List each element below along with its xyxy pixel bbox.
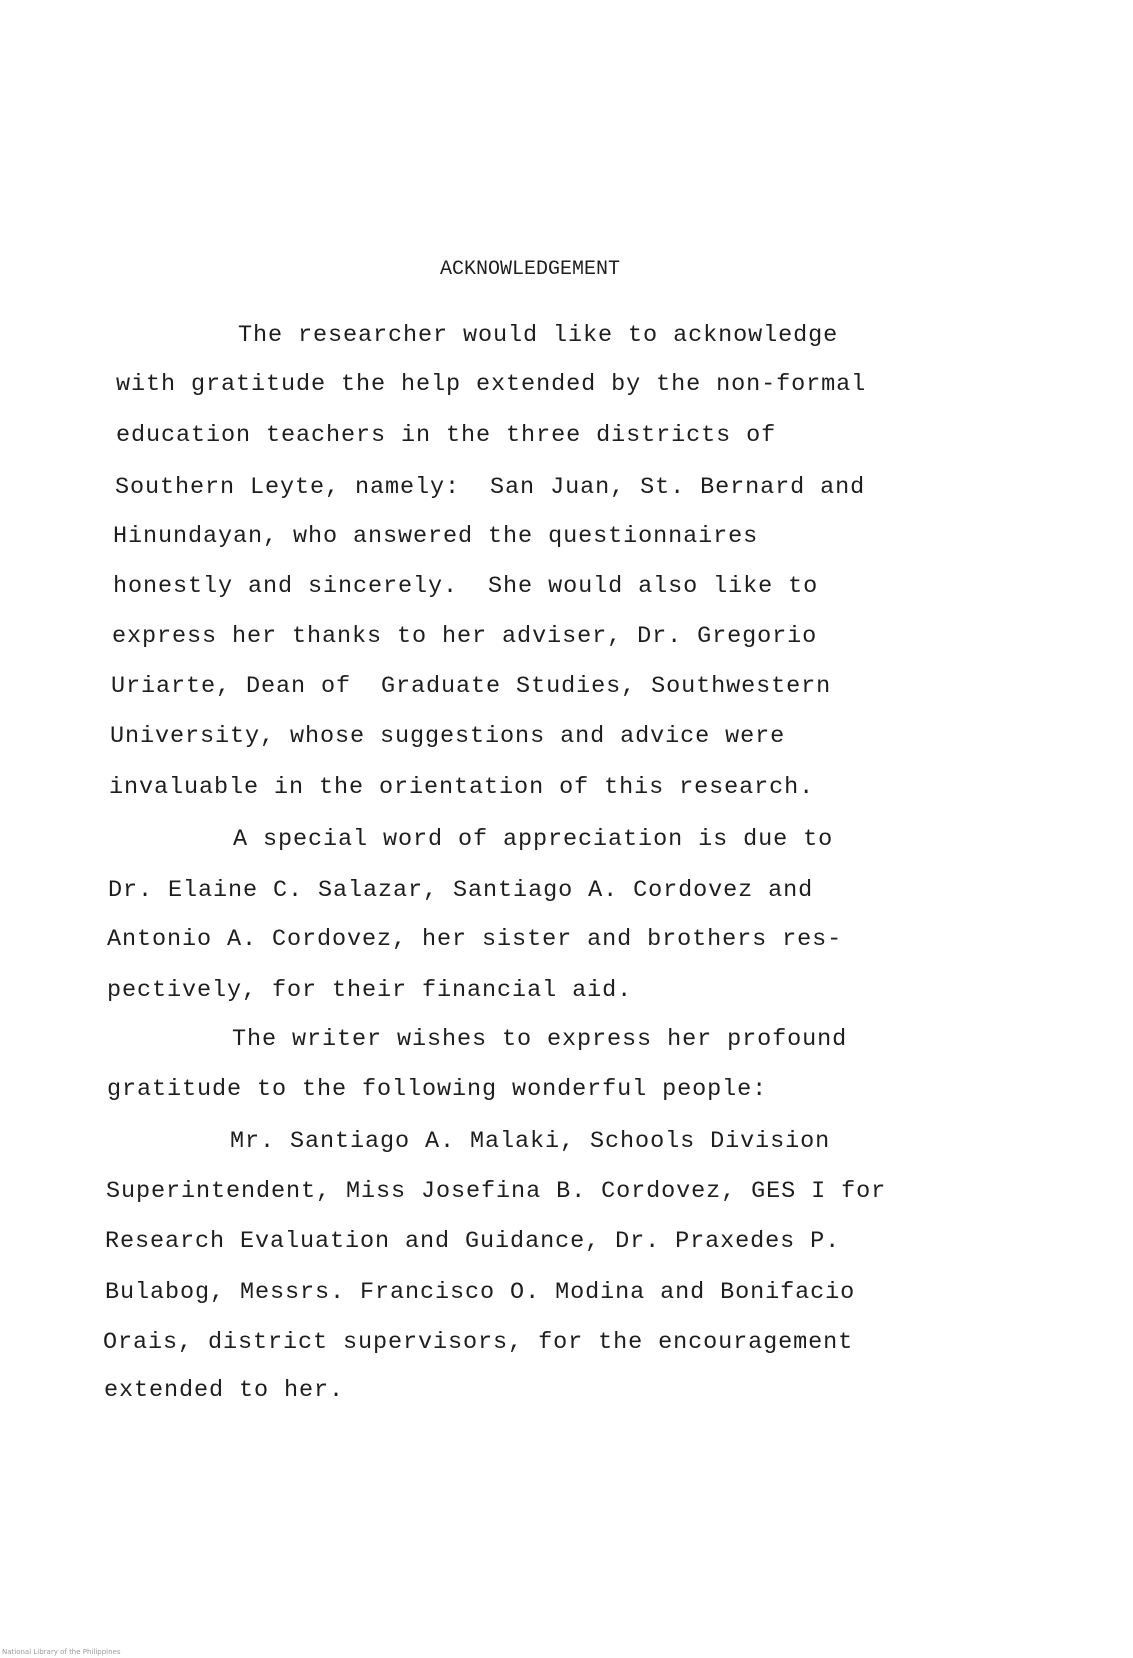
paragraph-2-line-3: Antonio A. Cordovez, her sister and brothers res- <box>107 926 843 953</box>
paragraph-2-line-2: Dr. Elaine C. Salazar, Santiago A. Cordovez and <box>108 877 814 904</box>
paragraph-1-line-10: invaluable in the orientation of this research. <box>109 774 815 801</box>
paragraph-1-line-1: The researcher would like to acknowledge <box>238 322 839 349</box>
paragraph-3-line-1: The writer wishes to express her profound <box>232 1026 848 1053</box>
paragraph-4-line-1: Mr. Santiago A. Malaki, Schools Division <box>230 1128 831 1155</box>
paragraph-1-line-8: Uriarte, Dean of Graduate Studies, Southwestern <box>111 673 832 700</box>
paragraph-1-line-9: University, whose suggestions and advice were <box>110 723 786 750</box>
paragraph-4-line-3: Research Evaluation and Guidance, Dr. Praxedes P. <box>105 1228 841 1255</box>
paragraph-3-line-2: gratitude to the following wonderful people: <box>107 1076 768 1103</box>
paragraph-1-line-3: education teachers in the three districts of <box>116 422 777 449</box>
paragraph-1-line-7: express her thanks to her adviser, Dr. Gregorio <box>112 623 818 650</box>
paragraph-2-line-4: pectively, for their financial aid. <box>107 977 633 1004</box>
scan-footer: National Library of the Philippines <box>2 1648 121 1656</box>
paragraph-2-line-1: A special word of appreciation is due to <box>233 826 834 853</box>
page-heading: ACKNOWLEDGEMENT <box>439 258 621 281</box>
paragraph-4-line-4: Bulabog, Messrs. Francisco O. Modina and Bonifacio <box>105 1279 856 1306</box>
paragraph-4-line-2: Superintendent, Miss Josefina B. Cordovez, GES I for <box>106 1178 887 1205</box>
paragraph-4-line-6: extended to her. <box>104 1377 345 1404</box>
paragraph-1-line-2: with gratitude the help extended by the non-formal <box>116 371 867 398</box>
paragraph-1-line-6: honestly and sincerely. She would also like to <box>113 573 819 600</box>
paragraph-1-line-4: Southern Leyte, namely: San Juan, St. Bernard and <box>115 474 866 501</box>
paragraph-1-line-5: Hinundayan, who answered the questionnaires <box>113 523 759 550</box>
paragraph-4-line-5: Orais, district supervisors, for the encouragement <box>103 1329 854 1356</box>
